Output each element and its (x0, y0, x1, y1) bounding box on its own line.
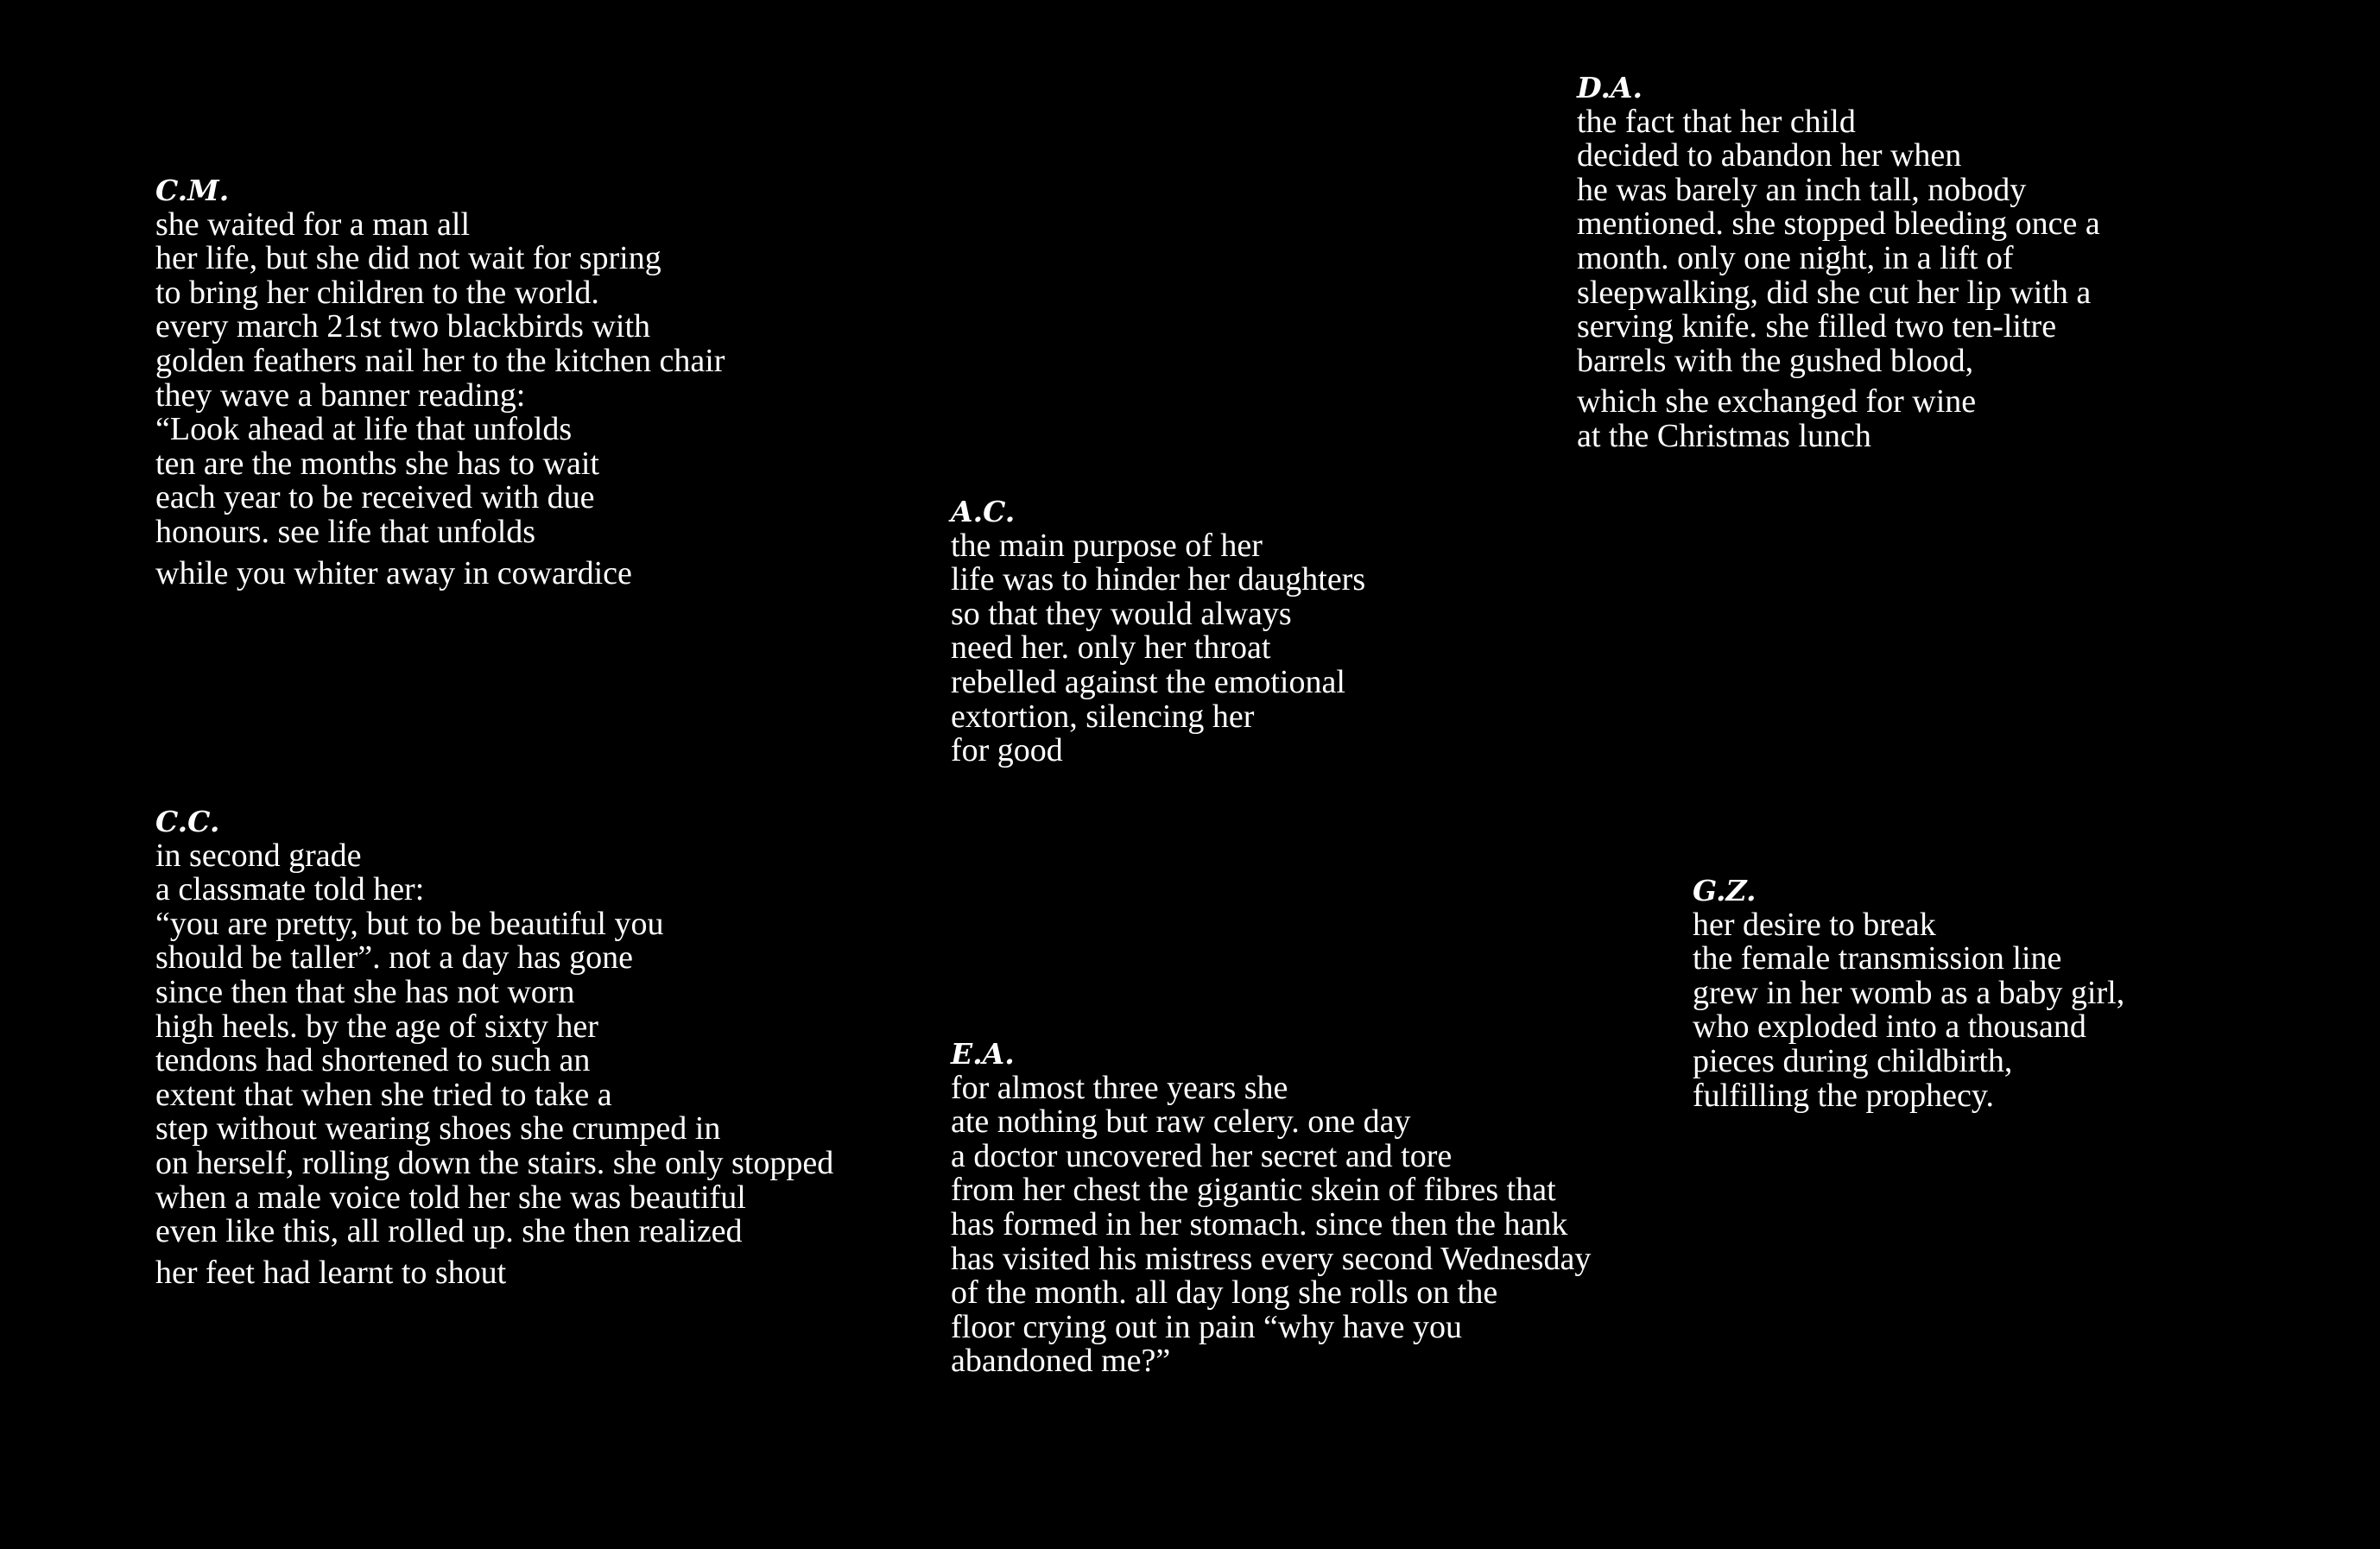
poem-line: her feet had learnt to shout (155, 1254, 507, 1291)
poem-line: ate nothing but raw celery. one day (951, 1103, 1411, 1141)
poem-line: a classmate told her: (155, 871, 425, 908)
poem-line: at the Christmas lunch (1577, 417, 1871, 454)
poem-line: in second grade (155, 837, 362, 874)
poem-line: while you whiter away in cowardice (155, 554, 632, 591)
poem-line: for almost three years she (951, 1069, 1288, 1106)
poem-line: has visited his mistress every second Wednesday (951, 1240, 1592, 1277)
poem-line: serving knife. she filled two ten-litre (1577, 308, 2057, 345)
poem-line: extent that when she tried to take a (155, 1076, 612, 1113)
poem-line: on herself, rolling down the stairs. she only stopped (155, 1144, 834, 1181)
poem-line: “you are pretty, but to be beautiful you (155, 905, 664, 942)
poem-line: fulfilling the prophecy. (1693, 1077, 1994, 1114)
poem-ac (951, 495, 1365, 768)
poem-cc (155, 805, 833, 1290)
poem-line: a doctor uncovered her secret and tore (951, 1137, 1453, 1174)
poem-line: pieces during childbirth, (1693, 1042, 2013, 1079)
poem-line: he was barely an inch tall, nobody (1577, 171, 2027, 208)
poem-line: for good (951, 732, 1063, 769)
poem-line: decided to abandon her when (1577, 137, 1962, 174)
poem-title: G.Z. (1693, 874, 1757, 907)
poem-line: of the month. all day long she rolls on the (951, 1274, 1498, 1312)
poem-title: C.M. (155, 174, 230, 207)
poem-line: each year to be received with due (155, 479, 595, 516)
poem-line: barrels with the gushed blood, (1577, 342, 1974, 379)
poem-line: golden feathers nail her to the kitchen chair (155, 342, 725, 379)
poem-line: floor crying out in pain “why have you (951, 1308, 1463, 1345)
poem-line: the main purpose of her (951, 527, 1263, 564)
poem-line: when a male voice told her she was beautiful (155, 1179, 746, 1216)
poem-line: should be taller”. not a day has gone (155, 939, 633, 977)
poem-line: since then that she has not worn (155, 973, 575, 1010)
poem-title: D.A. (1577, 71, 1643, 104)
poem-line: grew in her womb as a baby girl, (1693, 974, 2125, 1011)
poem-line: tendons had shortened to such an (155, 1042, 591, 1079)
poem-line: even like this, all rolled up. she then realized (155, 1213, 743, 1250)
poem-line: from her chest the gigantic skein of fibres that (951, 1172, 1556, 1209)
poem-line: rebelled against the emotional (951, 663, 1345, 700)
poem-line: her life, but she did not wait for spring (155, 240, 661, 277)
poem-line: the female transmission line (1693, 940, 2062, 977)
poem-line: her desire to break (1693, 906, 1936, 943)
poem-line: ten are the months she has to wait (155, 445, 599, 482)
poem-line: they wave a banner reading: (155, 376, 526, 414)
poem-line: honours. see life that unfolds (155, 513, 536, 550)
poem-da (1577, 71, 2100, 454)
poem-line: extortion, silencing her (951, 698, 1255, 735)
poem-line: step without wearing shoes she crumped in (155, 1110, 721, 1148)
poem-title: A.C. (951, 495, 1016, 528)
poem-line: so that they would always (951, 595, 1292, 632)
poem-title: C.C. (155, 805, 220, 838)
poem-line: sleepwalking, did she cut her lip with a (1577, 274, 2092, 311)
poem-line: has formed in her stomach. since then the hank (951, 1205, 1568, 1242)
poem-line: she waited for a man all (155, 205, 471, 243)
poem-line: high heels. by the age of sixty her (155, 1008, 598, 1045)
poem-line: life was to hinder her daughters (951, 561, 1366, 598)
poem-line: to bring her children to the world. (155, 274, 599, 311)
poem-line: need her. only her throat (951, 629, 1271, 667)
poem-title: E.A. (951, 1037, 1015, 1071)
poem-ea (951, 1037, 1591, 1379)
poem-line: the fact that her child (1577, 103, 1856, 140)
poem-line: who exploded into a thousand (1693, 1008, 2086, 1046)
poem-line: month. only one night, in a lift of (1577, 239, 2014, 276)
poem-line: abandoned me?” (951, 1343, 1171, 1380)
poem-line: which she exchanged for wine (1577, 383, 1977, 420)
poem-gz (1693, 874, 2124, 1113)
poem-line: “Look ahead at life that unfolds (155, 411, 573, 448)
poem-cm (155, 174, 725, 591)
poem-line: mentioned. she stopped bleeding once a (1577, 205, 2100, 243)
poem-line: every march 21st two blackbirds with (155, 308, 651, 345)
